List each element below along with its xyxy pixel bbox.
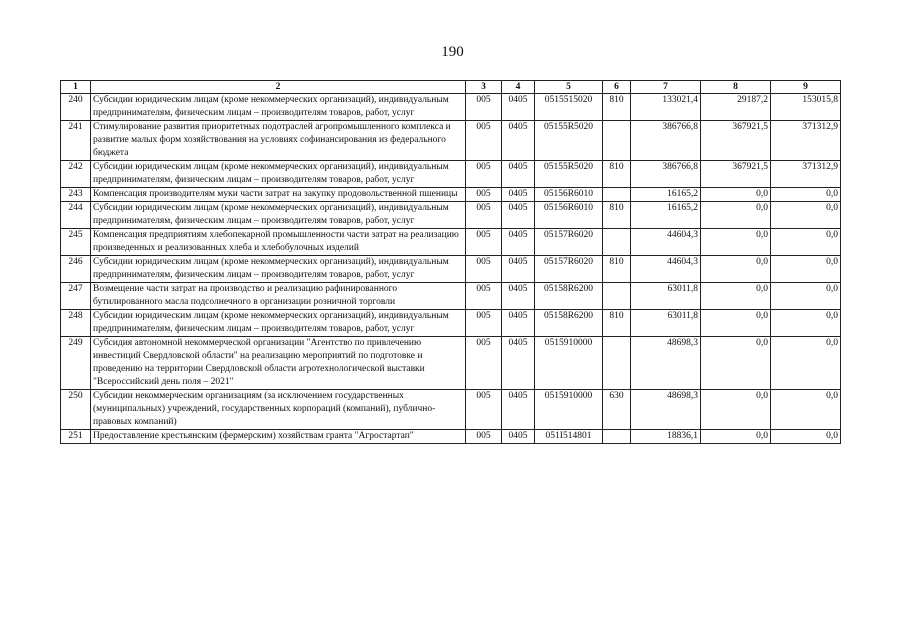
row-amount-col8: 0,0	[701, 256, 771, 283]
row-number: 249	[61, 337, 91, 390]
row-code-section: 0405	[502, 229, 535, 256]
table-header-row	[61, 81, 841, 94]
table-row	[61, 188, 841, 202]
row-code-expense-type	[603, 121, 631, 161]
row-code-target: 051I514801	[535, 430, 603, 444]
row-amount-col9: 153015,8	[771, 94, 841, 121]
row-amount-col8: 29187,2	[701, 94, 771, 121]
row-code-ministry: 005	[466, 430, 502, 444]
header-col-6: 6	[603, 81, 631, 94]
row-code-ministry: 005	[466, 310, 502, 337]
row-number: 251	[61, 430, 91, 444]
row-code-target: 0515515020	[535, 94, 603, 121]
row-code-target: 0515910000	[535, 337, 603, 390]
row-number: 248	[61, 310, 91, 337]
row-amount-col9: 0,0	[771, 310, 841, 337]
row-amount-col9: 0,0	[771, 188, 841, 202]
row-amount-col8: 0,0	[701, 390, 771, 430]
row-number: 240	[61, 94, 91, 121]
row-amount-col8: 0,0	[701, 229, 771, 256]
header-col-2: 2	[91, 81, 466, 94]
header-col-8: 8	[701, 81, 771, 94]
row-amount-col8: 0,0	[701, 283, 771, 310]
row-code-expense-type	[603, 283, 631, 310]
row-amount-col9: 0,0	[771, 430, 841, 444]
row-code-target: 05158R6200	[535, 310, 603, 337]
row-amount-col8: 367921,5	[701, 161, 771, 188]
row-code-target: 05156R6010	[535, 188, 603, 202]
row-code-expense-type: 810	[603, 161, 631, 188]
table-row	[61, 283, 841, 310]
row-amount-col9: 0,0	[771, 229, 841, 256]
row-code-ministry: 005	[466, 390, 502, 430]
row-name: Субсидии юридическим лицам (кроме некоммерческих организаций), индивидуальным предпринимателям, физическим лицам – производителям товаров, работ, услуг	[91, 310, 466, 337]
row-name: Субсидии юридическим лицам (кроме некоммерческих организаций), индивидуальным предпринимателям, физическим лицам – производителям товаров, работ, услуг	[91, 161, 466, 188]
row-code-section: 0405	[502, 256, 535, 283]
row-amount-col7: 16165,2	[631, 188, 701, 202]
row-amount-col7: 386766,8	[631, 161, 701, 188]
row-code-target: 0515910000	[535, 390, 603, 430]
row-code-section: 0405	[502, 430, 535, 444]
row-code-expense-type	[603, 229, 631, 256]
row-code-section: 0405	[502, 283, 535, 310]
table-row	[61, 310, 841, 337]
row-amount-col8: 0,0	[701, 337, 771, 390]
row-code-section: 0405	[502, 390, 535, 430]
row-code-expense-type: 810	[603, 256, 631, 283]
row-code-ministry: 005	[466, 161, 502, 188]
header-col-1: 1	[61, 81, 91, 94]
row-name: Компенсация производителям муки части затрат на закупку продовольственной пшеницы	[91, 188, 466, 202]
row-code-ministry: 005	[466, 283, 502, 310]
row-code-section: 0405	[502, 310, 535, 337]
row-amount-col7: 16165,2	[631, 202, 701, 229]
row-code-expense-type	[603, 337, 631, 390]
row-amount-col7: 386766,8	[631, 121, 701, 161]
row-number: 250	[61, 390, 91, 430]
row-amount-col8: 0,0	[701, 188, 771, 202]
row-code-section: 0405	[502, 188, 535, 202]
table-row	[61, 121, 841, 161]
row-code-target: 05157R6020	[535, 256, 603, 283]
row-name: Возмещение части затрат на производство и реализацию рафинированного бутилированного масла подсолнечного в организации розничной торговли	[91, 283, 466, 310]
row-code-expense-type	[603, 188, 631, 202]
row-amount-col7: 63011,8	[631, 310, 701, 337]
row-amount-col8: 0,0	[701, 430, 771, 444]
row-amount-col8: 0,0	[701, 310, 771, 337]
row-code-expense-type	[603, 430, 631, 444]
row-code-target: 05158R6200	[535, 283, 603, 310]
row-code-ministry: 005	[466, 256, 502, 283]
header-col-9: 9	[771, 81, 841, 94]
row-amount-col7: 44604,3	[631, 229, 701, 256]
header-col-4: 4	[502, 81, 535, 94]
table-row	[61, 161, 841, 188]
row-number: 243	[61, 188, 91, 202]
row-amount-col7: 133021,4	[631, 94, 701, 121]
row-code-ministry: 005	[466, 229, 502, 256]
table-row	[61, 94, 841, 121]
row-code-expense-type: 810	[603, 94, 631, 121]
row-code-expense-type: 630	[603, 390, 631, 430]
row-amount-col7: 63011,8	[631, 283, 701, 310]
row-number: 244	[61, 202, 91, 229]
row-name: Субсидии юридическим лицам (кроме некоммерческих организаций), индивидуальным предпринимателям, физическим лицам – производителям товаров, работ, услуг	[91, 256, 466, 283]
row-code-target: 05156R6010	[535, 202, 603, 229]
row-amount-col9: 0,0	[771, 256, 841, 283]
row-number: 247	[61, 283, 91, 310]
row-amount-col9: 0,0	[771, 390, 841, 430]
row-code-section: 0405	[502, 202, 535, 229]
row-amount-col9: 371312,9	[771, 161, 841, 188]
row-name: Субсидии юридическим лицам (кроме некоммерческих организаций), индивидуальным предпринимателям, физическим лицам – производителям товаров, работ, услуг	[91, 202, 466, 229]
row-name: Предоставление крестьянским (фермерским) хозяйствам гранта "Агростартап"	[91, 430, 466, 444]
row-name: Субсидия автономной некоммерческой организации "Агентство по привлечению инвестиций Свердловской области" на реализацию мероприятий по подготовке и проведению на территории Свердловской области агротехнологической выставки "Всероссийский день поля – 2021"	[91, 337, 466, 390]
row-code-target: 05155R5020	[535, 121, 603, 161]
header-col-3: 3	[466, 81, 502, 94]
row-code-section: 0405	[502, 337, 535, 390]
row-code-ministry: 005	[466, 337, 502, 390]
row-amount-col8: 367921,5	[701, 121, 771, 161]
row-amount-col9: 371312,9	[771, 121, 841, 161]
row-number: 242	[61, 161, 91, 188]
row-name: Стимулирование развития приоритетных подотраслей агропромышленного комплекса и развитие малых форм хозяйствования на условиях софинансирования из федерального бюджета	[91, 121, 466, 161]
row-code-section: 0405	[502, 161, 535, 188]
row-number: 241	[61, 121, 91, 161]
row-name: Субсидии юридическим лицам (кроме некоммерческих организаций), индивидуальным предпринимателям, физическим лицам – производителям товаров, работ, услуг	[91, 94, 466, 121]
row-amount-col9: 0,0	[771, 337, 841, 390]
table-row	[61, 430, 841, 444]
header-col-5: 5	[535, 81, 603, 94]
row-code-expense-type: 810	[603, 310, 631, 337]
row-code-ministry: 005	[466, 94, 502, 121]
row-number: 245	[61, 229, 91, 256]
row-amount-col7: 18836,1	[631, 430, 701, 444]
row-amount-col7: 48698,3	[631, 390, 701, 430]
row-code-section: 0405	[502, 121, 535, 161]
row-amount-col7: 48698,3	[631, 337, 701, 390]
table-row	[61, 390, 841, 430]
header-col-7: 7	[631, 81, 701, 94]
row-amount-col7: 44604,3	[631, 256, 701, 283]
table-body	[61, 94, 841, 444]
row-amount-col8: 0,0	[701, 202, 771, 229]
row-code-ministry: 005	[466, 121, 502, 161]
table-row	[61, 337, 841, 390]
page-number: 190	[441, 44, 464, 60]
table-row	[61, 202, 841, 229]
budget-table	[60, 80, 841, 444]
row-code-target: 05155R5020	[535, 161, 603, 188]
row-name: Компенсация предприятиям хлебопекарной промышленности части затрат на реализацию произведенных и реализованных хлеба и хлебобулочных изделий	[91, 229, 466, 256]
row-amount-col9: 0,0	[771, 202, 841, 229]
table-row	[61, 229, 841, 256]
row-number: 246	[61, 256, 91, 283]
row-code-target: 05157R6020	[535, 229, 603, 256]
row-name: Субсидии некоммерческим организациям (за исключением государственных (муниципальных) учреждений, государственных корпораций (компаний), публично-правовых компаний)	[91, 390, 466, 430]
row-code-section: 0405	[502, 94, 535, 121]
row-amount-col9: 0,0	[771, 283, 841, 310]
table-row	[61, 256, 841, 283]
row-code-ministry: 005	[466, 202, 502, 229]
row-code-ministry: 005	[466, 188, 502, 202]
row-code-expense-type: 810	[603, 202, 631, 229]
